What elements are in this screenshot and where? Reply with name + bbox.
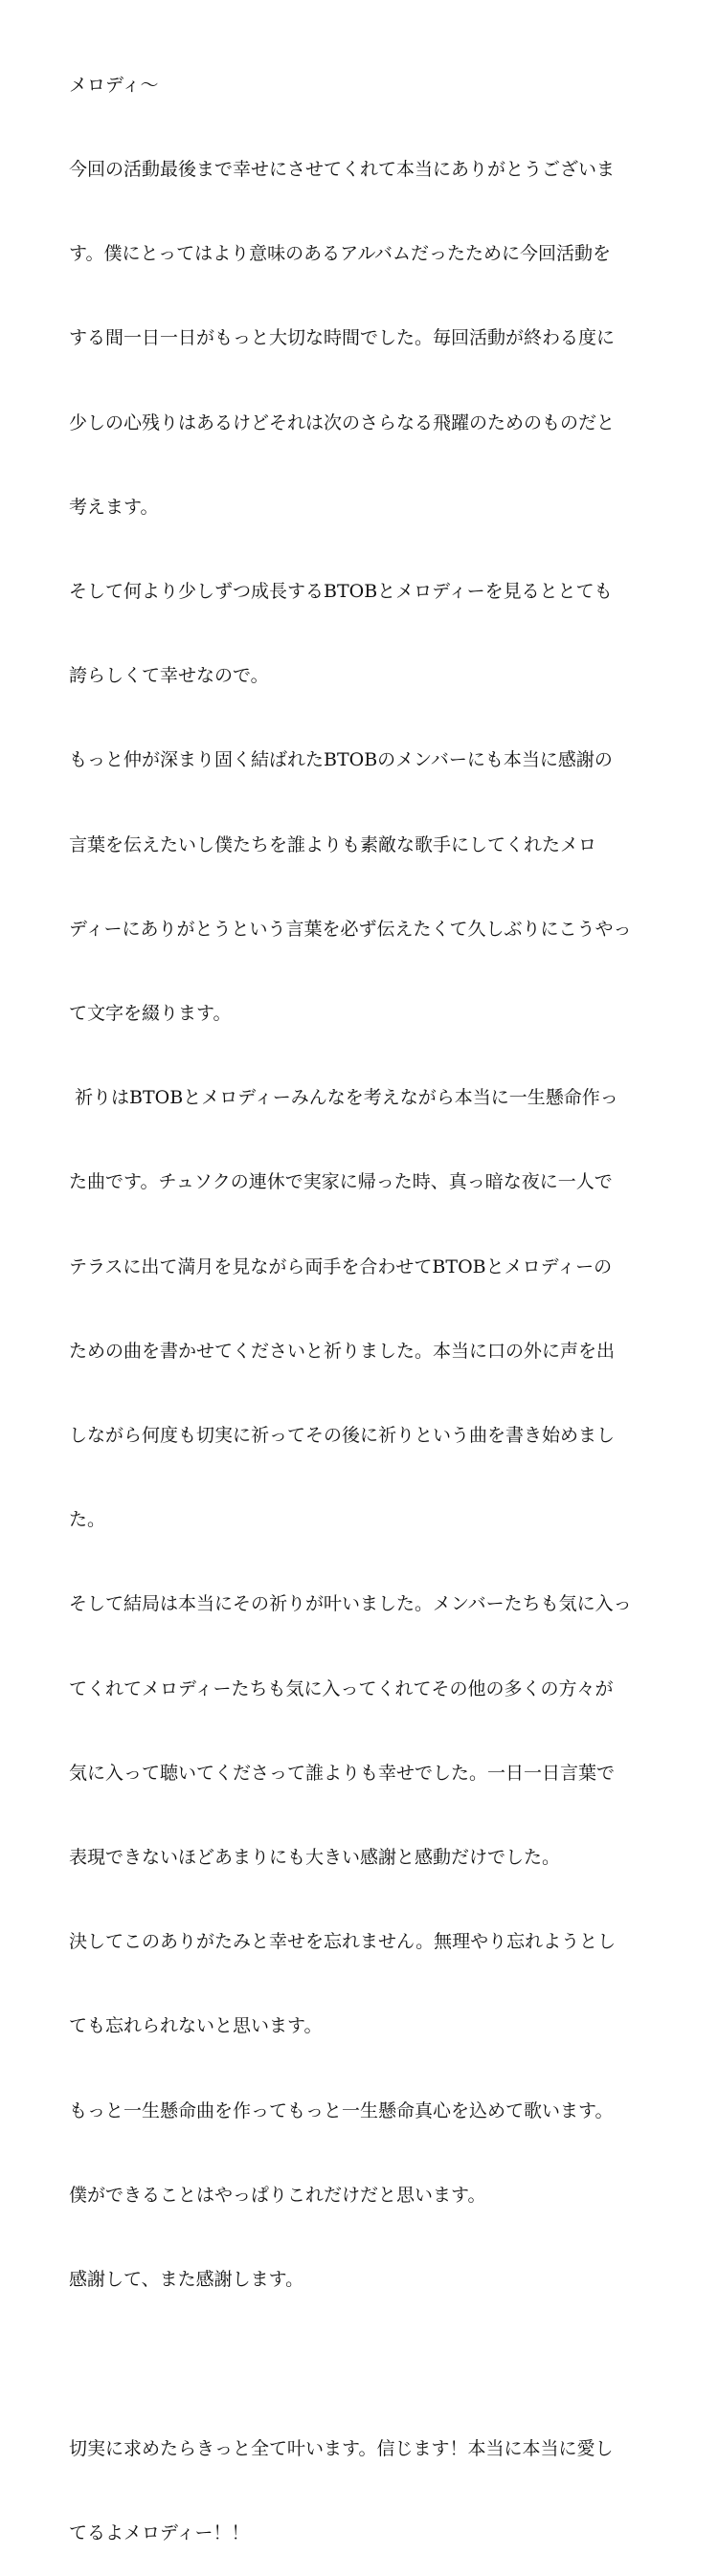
letter-line: テラスに出て満月を見ながら両手を合わせてBTOBとメロディーの [69,1255,613,1277]
letter-line: 誇らしくて幸せなので。 [69,665,269,687]
letter-line: 決してこのありがたみと幸せを忘れません。無理やり忘れようとし [69,1931,617,1953]
letter-line: そして何より少しずつ成長するBTOBとメロディーを見るととても [69,581,613,603]
letter-line: ディーにありがとうという言葉を必ず伝えたくて久しぶりにこうやっ [69,918,632,940]
letter-line: 少しの心残りはあるけどそれは次のさらなる飛躍のためのものだと [69,411,616,433]
letter-line: て文字を綴ります。 [69,1003,232,1025]
letter-line: する間一日一日がもっと大切な時間でした。毎回活動が終わる度に [69,327,616,349]
letter-line: す。僕にとってはより意味のあるアルバムだったために今回活動を [69,243,612,265]
letter-line: た曲です。チュソクの連休で実家に帰った時、真っ暗な夜に一人で [69,1171,613,1193]
letter-line: 祈りはBTOBとメロディーみんなを考えながら本当に一生懸命作っ [69,1087,618,1109]
letter-line: 今回の活動最後まで幸せにさせてくれて本当にありがとうございま [69,159,616,181]
letter-line: もっと一生懸命曲を作ってもっと一生懸命真心を込めて歌います。 [69,2099,614,2121]
letter-line: ても忘れられないと思います。 [69,2015,323,2037]
letter-line: 気に入って聴いてくださって誰よりも幸せでした。一日一日言葉で [69,1762,616,1784]
letter-line: しながら何度も切実に祈ってその後に祈りという曲を書き始めまし [69,1425,616,1447]
letter-line: もっと仲が深まり固く結ばれたBTOBのメンバーにも本当に感謝の [69,749,613,771]
letter-line: てくれてメロディーたちも気に入ってくれてその他の多くの方々が [69,1677,614,1699]
letter-line: 表現できないほどあまりにも大きい感謝と感動だけでした。 [69,1847,561,1869]
letter-body [69,15,662,2576]
letter-line: そして結局は本当にその祈りが叶いました。メンバーたちも気に入っ [69,1593,632,1615]
letter-line: 考えます。 [69,496,159,518]
letter-line: ための曲を書かせてくださいと祈りました。本当に口の外に声を出 [69,1340,616,1362]
letter-line: た。 [69,1509,106,1531]
letter-line: 感謝して、また感謝します。 [69,2269,304,2291]
blank-line [69,2350,662,2378]
letter-line: 僕ができることはやっぱりこれだけだと思います。 [69,2184,486,2206]
letter-line: 言葉を伝えたいし僕たちを誰よりも素敵な歌手にしてくれたメロ [69,833,597,855]
letter-line: 切実に求めたらきっと全て叶います。信じます！本当に本当に愛し [69,2437,614,2459]
letter-line: メロディ〜 [69,74,159,96]
letter-line: てるよメロディー！！ [69,2521,250,2543]
